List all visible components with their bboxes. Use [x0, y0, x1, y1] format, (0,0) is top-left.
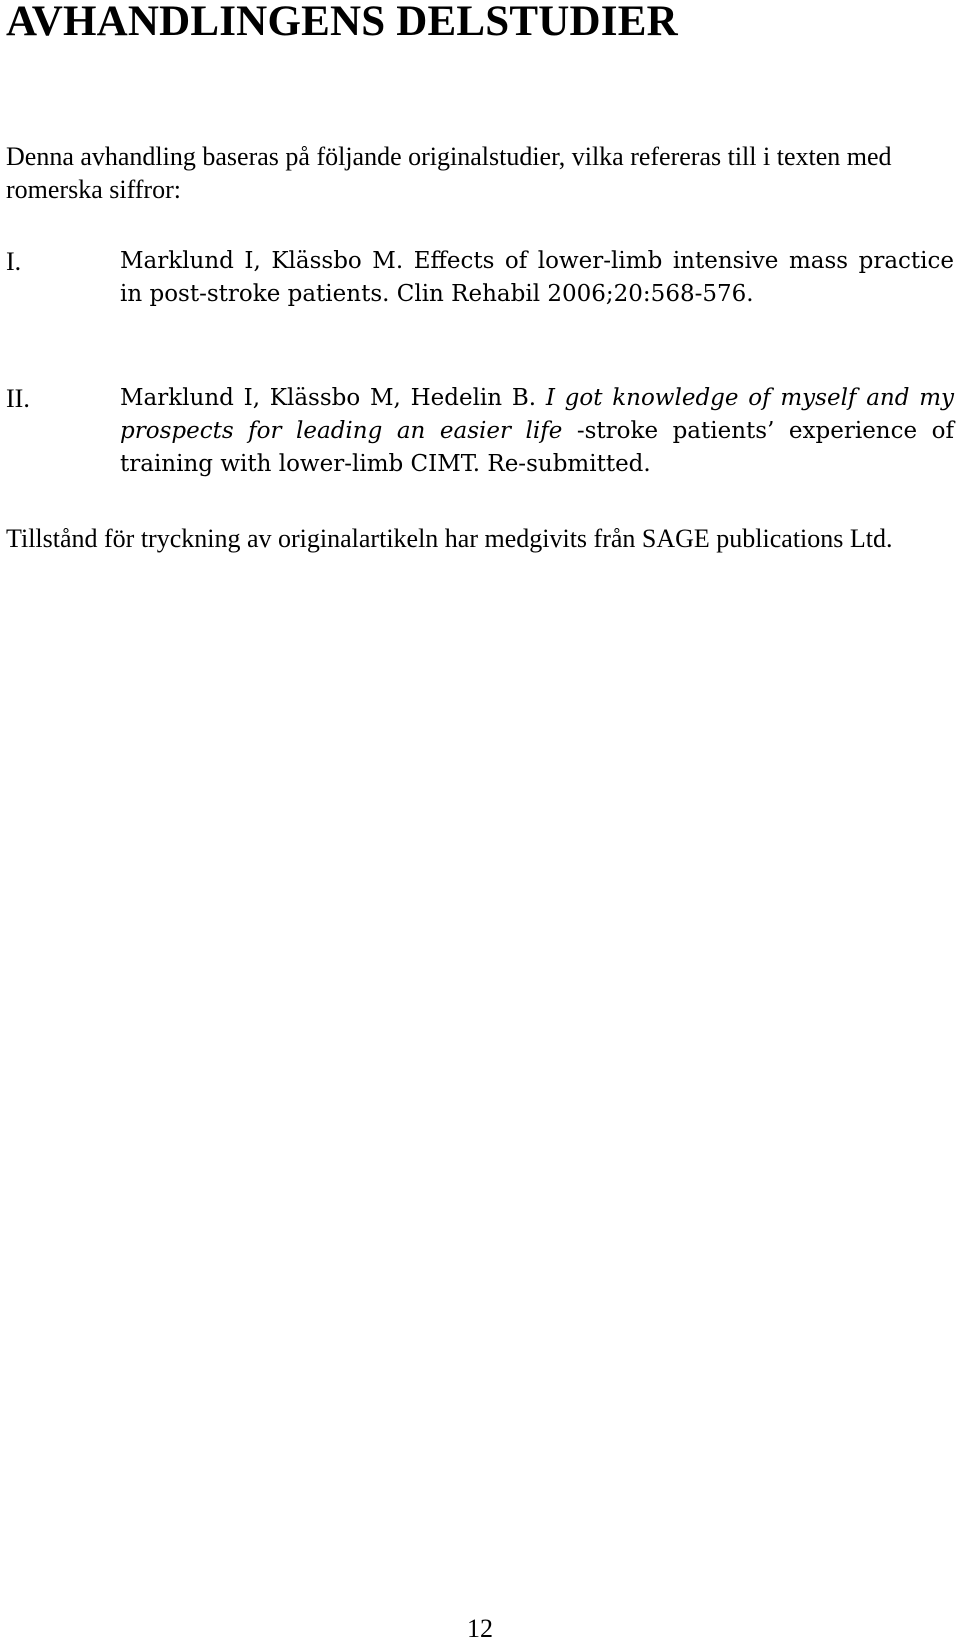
- reference-authors: Marklund I, Klässbo M, Hedelin B.: [120, 385, 537, 411]
- reference-authors: Marklund I, Klässbo M.: [120, 248, 404, 274]
- reference-numeral: II.: [6, 384, 30, 413]
- reference-text: [120, 382, 954, 481]
- reference-numeral: I.: [6, 247, 22, 276]
- permission-paragraph: Tillstånd för tryckning av originalartikeln har medgivits från SAGE publications Ltd.: [6, 524, 893, 553]
- reference-source: Clin Rehabil 2006;20:568-576.: [396, 281, 754, 307]
- reference-text: [120, 245, 954, 311]
- intro-paragraph: Denna avhandling baseras på följande originalstudier, vilka refereras till i texten med romerska siffror:: [6, 142, 892, 204]
- reference-title-italic: I got knowledge of myself and my prospects for leading an easier life: [120, 385, 954, 444]
- page-heading: AVHANDLINGENS DELSTUDIER: [6, 0, 678, 45]
- page-number: 12: [467, 1614, 493, 1643]
- reference-title: Effects of lower-limb intensive mass practice in post-stroke patients.: [120, 248, 954, 307]
- reference-status: Re-submitted.: [487, 451, 651, 477]
- reference-title-rest: -stroke patients’ experience of training with lower-limb CIMT.: [120, 418, 954, 477]
